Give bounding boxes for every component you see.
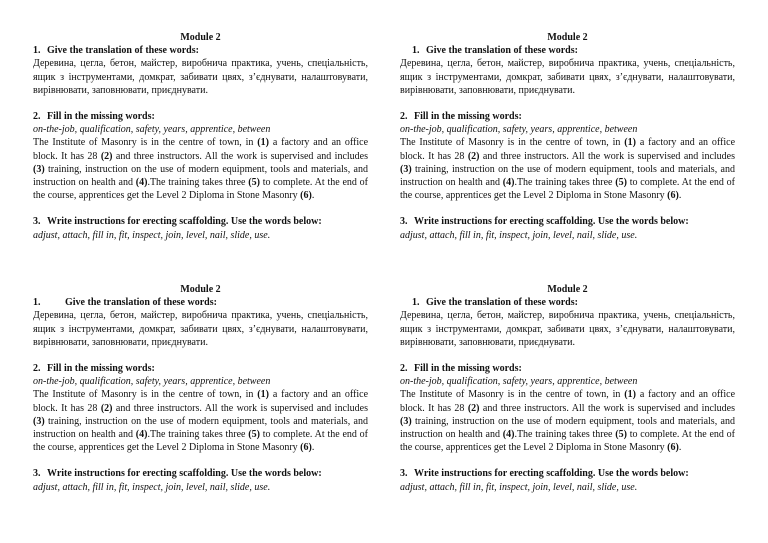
gap-marker-6: (6)	[300, 442, 312, 454]
task3-word-list: adjust, attach, fill in, fit, inspect, join, level, nail, slide, use.	[400, 481, 638, 493]
task2-heading	[400, 110, 735, 123]
module-title: Module 2	[180, 32, 221, 43]
task2-number: 2.	[400, 363, 408, 375]
passage-segment: The Institute of Masonry is in the centre of town, in	[400, 137, 625, 149]
task3-number: 3.	[400, 468, 408, 480]
task3-heading	[33, 215, 368, 228]
task1-heading	[400, 44, 735, 57]
task2-number: 2.	[33, 363, 41, 375]
task3-heading-text: Write instructions for erecting scaffolding. Use the words below:	[414, 216, 689, 228]
task1-heading-text: Give the translation of these words:	[426, 45, 578, 57]
passage-segment: a factory and an office block. It has 28	[400, 137, 736, 162]
passage-segment: and three instructors. All the work is supervised and includes	[112, 150, 369, 162]
task1-heading	[400, 296, 735, 309]
gap-marker-4: (4)	[135, 429, 148, 441]
task3-heading	[33, 467, 368, 480]
passage-segment: The Institute of Masonry is in the centre of town, in	[33, 137, 258, 149]
task2-heading-text: Fill in the missing words:	[47, 111, 155, 123]
task3-heading	[400, 467, 735, 480]
task1-heading-text: Give the translation of these words:	[426, 297, 578, 309]
task2-word-list: on-the-job, qualification, safety, years, apprentice, between	[33, 376, 271, 388]
task2-heading-text: Fill in the missing words:	[414, 111, 522, 123]
task2-heading	[33, 362, 368, 375]
task3-number: 3.	[33, 216, 41, 228]
task2-word-list: on-the-job, qualification, safety, years, apprentice, between	[33, 124, 271, 136]
passage-segment: .The training takes three	[147, 177, 249, 189]
task2-heading-text: Fill in the missing words:	[414, 363, 522, 375]
task3-number: 3.	[33, 468, 41, 480]
task3-heading	[400, 215, 735, 228]
task1-heading-text: Give the translation of these words:	[47, 45, 199, 57]
passage-segment: .	[311, 442, 315, 454]
task3-heading-text: Write instructions for erecting scaffolding. Use the words below:	[47, 468, 322, 480]
passage-segment: training, instruction on the use of modern equipment, tools and materials, and instruction on health and	[400, 163, 735, 189]
gap-marker-5: (5)	[615, 429, 627, 441]
task1-words-text: Деревина, цегла, бетон, майстер, виробнича практика, учень, спеціальність, ящик з інструментами, домкрат, забивати цвях, з’єднувати, налаштовувати, вирівнювати, заповнювати, приєднувати.	[400, 310, 735, 348]
passage-segment: .The training takes three	[514, 429, 616, 441]
gap-marker-2: (2)	[100, 150, 113, 162]
task3-heading-text: Write instructions for erecting scaffolding. Use the words below:	[47, 216, 322, 228]
passage-segment: and three instructors. All the work is supervised and includes	[112, 402, 369, 414]
passage-segment: .	[678, 442, 682, 454]
task1-number: 1.	[33, 45, 41, 57]
gap-marker-3: (3)	[400, 415, 412, 427]
task3-word-list: adjust, attach, fill in, fit, inspect, join, level, nail, slide, use.	[33, 229, 271, 241]
task1-words-text: Деревина, цегла, бетон, майстер, виробнича практика, учень, спеціальність, ящик з інструментами, домкрат, забивати цвях, з’єднувати, налаштовувати, вирівнювати, заповнювати, приєднувати.	[33, 58, 368, 96]
passage-segment: training, instruction on the use of modern equipment, tools and materials, and instruction on health and	[400, 415, 735, 441]
passage-segment: .The training takes three	[514, 177, 616, 189]
gap-marker-2: (2)	[100, 402, 113, 414]
gap-marker-3: (3)	[400, 163, 412, 175]
gap-marker-1: (1)	[624, 137, 636, 149]
passage-segment: training, instruction on the use of modern equipment, tools and materials, and instruction on health and	[33, 163, 368, 189]
task3-word-list: adjust, attach, fill in, fit, inspect, join, level, nail, slide, use.	[33, 481, 271, 493]
passage-segment: and three instructors. All the work is supervised and includes	[479, 402, 736, 414]
gap-marker-5: (5)	[248, 429, 260, 441]
passage-segment: .	[311, 190, 315, 202]
gap-marker-1: (1)	[624, 389, 636, 401]
task2-number: 2.	[33, 111, 41, 123]
task1-number: 1.	[412, 297, 420, 309]
gap-marker-1: (1)	[257, 137, 269, 149]
task2-passage	[33, 388, 368, 454]
gap-marker-2: (2)	[467, 150, 480, 162]
task2-heading-text: Fill in the missing words:	[47, 363, 155, 375]
task1-words-text: Деревина, цегла, бетон, майстер, виробнича практика, учень, спеціальність, ящик з інструментами, домкрат, забивати цвях, з’єднувати, налаштовувати, вирівнювати, заповнювати, приєднувати.	[400, 58, 735, 96]
task2-heading	[400, 362, 735, 375]
module-block	[400, 283, 735, 494]
gap-marker-5: (5)	[248, 177, 260, 189]
task2-heading	[33, 110, 368, 123]
module-title: Module 2	[547, 32, 588, 43]
task2-word-list: on-the-job, qualification, safety, years, apprentice, between	[400, 124, 638, 136]
task3-heading-text: Write instructions for erecting scaffolding. Use the words below:	[414, 468, 689, 480]
task1-heading	[33, 296, 368, 309]
task1-words-text: Деревина, цегла, бетон, майстер, виробнича практика, учень, спеціальність, ящик з інструментами, домкрат, забивати цвях, з’єднувати, налаштовувати, вирівнювати, заповнювати, приєднувати.	[33, 310, 368, 348]
gap-marker-6: (6)	[667, 442, 679, 454]
task2-word-list: on-the-job, qualification, safety, years, apprentice, between	[400, 376, 638, 388]
passage-segment: a factory and an office block. It has 28	[33, 137, 369, 162]
passage-segment: .The training takes three	[147, 429, 249, 441]
passage-segment: The Institute of Masonry is in the centre of town, in	[400, 389, 625, 401]
module-block	[400, 31, 735, 242]
gap-marker-1: (1)	[257, 389, 269, 401]
passage-segment: .	[678, 190, 682, 202]
passage-segment: training, instruction on the use of modern equipment, tools and materials, and instruction on health and	[33, 415, 368, 441]
gap-marker-5: (5)	[615, 177, 627, 189]
task2-passage	[33, 136, 368, 202]
task1-heading	[33, 44, 368, 57]
task2-passage	[400, 136, 735, 202]
gap-marker-4: (4)	[135, 177, 148, 189]
task3-number: 3.	[400, 216, 408, 228]
gap-marker-4: (4)	[502, 177, 515, 189]
passage-segment: to complete. At the end of the course, apprentices get the Level 2 Diploma in Stone Masonry	[33, 429, 368, 454]
gap-marker-6: (6)	[300, 190, 312, 202]
passage-segment: to complete. At the end of the course, apprentices get the Level 2 Diploma in Stone Masonry	[400, 177, 735, 202]
gap-marker-6: (6)	[667, 190, 679, 202]
task2-passage	[400, 388, 735, 454]
gap-marker-3: (3)	[33, 415, 45, 427]
gap-marker-4: (4)	[502, 429, 515, 441]
task3-word-list: adjust, attach, fill in, fit, inspect, join, level, nail, slide, use.	[400, 229, 638, 241]
task1-number: 1.	[33, 297, 41, 309]
passage-segment: to complete. At the end of the course, apprentices get the Level 2 Diploma in Stone Masonry	[33, 177, 368, 202]
gap-marker-2: (2)	[467, 402, 480, 414]
module-block	[33, 283, 368, 494]
passage-segment: a factory and an office block. It has 28	[33, 389, 369, 414]
gap-marker-3: (3)	[33, 163, 45, 175]
passage-segment: and three instructors. All the work is supervised and includes	[479, 150, 736, 162]
module-block	[33, 31, 368, 242]
task2-number: 2.	[400, 111, 408, 123]
task1-heading-text: Give the translation of these words:	[65, 297, 217, 309]
passage-segment: to complete. At the end of the course, apprentices get the Level 2 Diploma in Stone Masonry	[400, 429, 735, 454]
passage-segment: The Institute of Masonry is in the centre of town, in	[33, 389, 258, 401]
task1-number: 1.	[412, 45, 420, 57]
module-title: Module 2	[547, 284, 588, 295]
module-title: Module 2	[180, 284, 221, 295]
passage-segment: a factory and an office block. It has 28	[400, 389, 736, 414]
